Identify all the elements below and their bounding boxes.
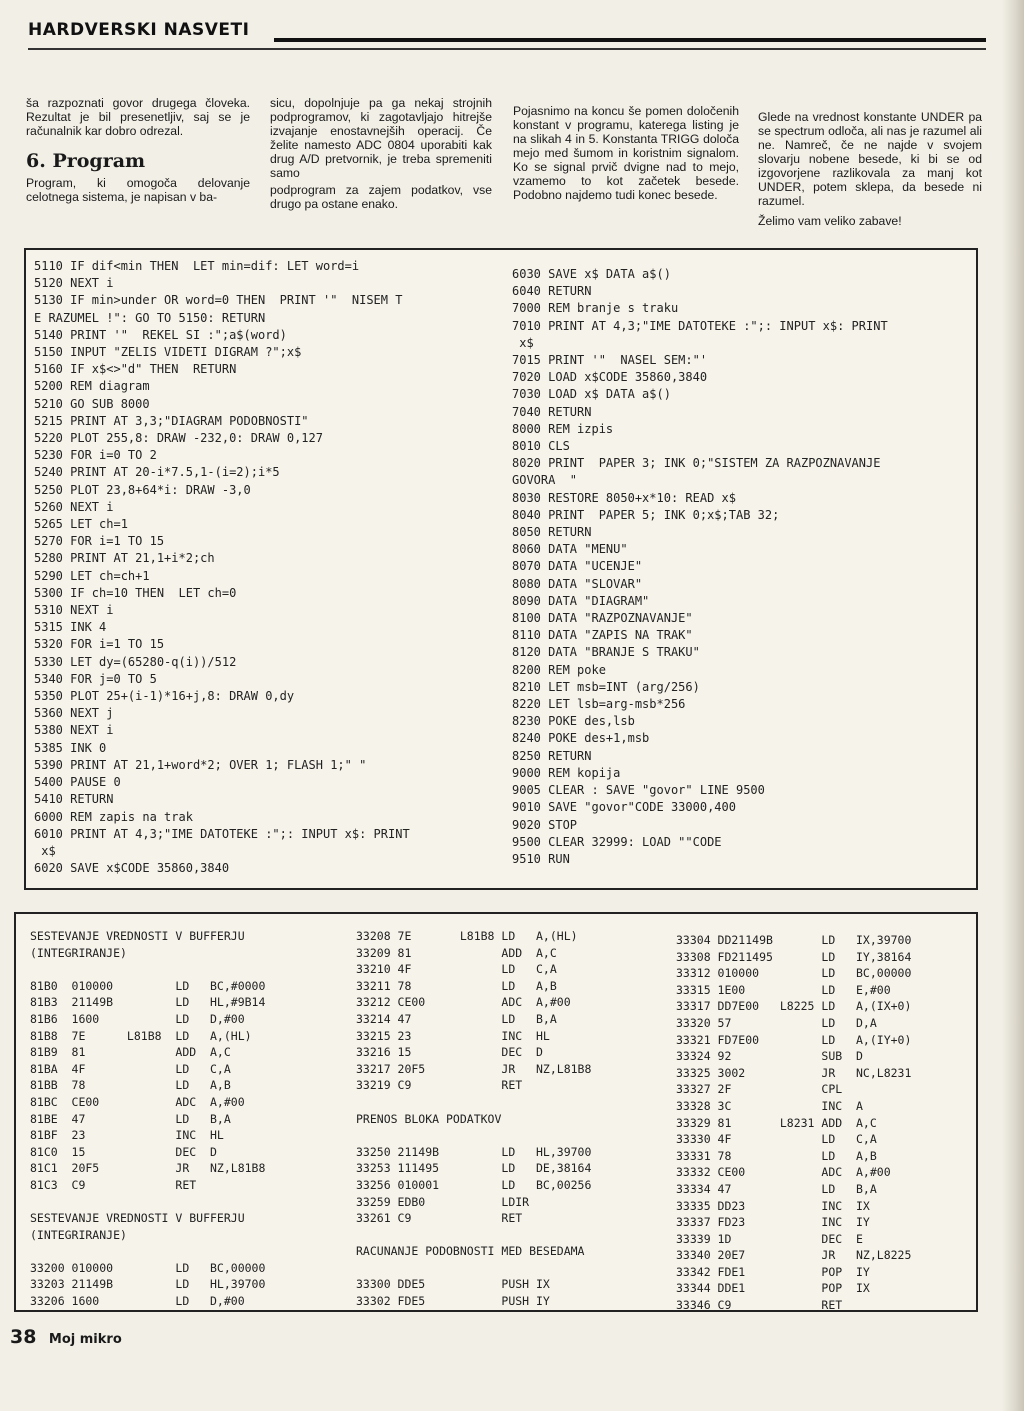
asm-line (356, 1260, 591, 1277)
code-line: 5350 PLOT 25+(i-1)*16+j,8: DRAW 0,dy (34, 689, 295, 704)
assembly-column-1 (30, 928, 265, 1310)
code-line: 8090 DATA "DIAGRAM" (512, 593, 650, 608)
asm-line: 33259 EDB0 LDIR (356, 1194, 530, 1209)
code-line: 5380 NEXT i (34, 723, 114, 738)
article-column-1 (26, 96, 250, 207)
code-line: 5160 IF x$<>"d" THEN RETURN (34, 362, 237, 377)
asm-line: 81B3 21149B LD HL,#9B14 (30, 995, 266, 1010)
paragraph: Program, ki omogoča delovanje celotnega sistema, je napisan v ba- (26, 176, 250, 204)
code-line: 5210 GO SUB 8000 (34, 396, 150, 411)
asm-line: 81B9 81 ADD A,C (30, 1045, 231, 1060)
asm-line: 33214 47 LD B,A (356, 1011, 557, 1026)
code-line: 9510 RUN (512, 851, 570, 866)
asm-line: 81C0 15 DEC D (30, 1144, 217, 1159)
section-heading: 6. Program (26, 150, 146, 172)
code-line: 5300 IF ch=10 THEN LET ch=0 (34, 585, 237, 600)
code-line: 8210 LET msb=INT (arg/256) (512, 679, 700, 694)
code-line: GOVORA " (512, 473, 578, 488)
page-number: 38 (10, 1326, 37, 1348)
asm-line: 33302 FDE5 PUSH IY (356, 1294, 550, 1309)
asm-line: 81BF 23 INC HL (30, 1128, 224, 1143)
code-line: 6030 SAVE x$ DATA a$() (512, 267, 671, 281)
page-fold-shadow (1002, 0, 1024, 1411)
asm-line: 33340 20E7 JR NZ,L8225 (676, 1248, 912, 1263)
article-column-3 (513, 104, 739, 205)
asm-line: 33346 C9 RET (676, 1298, 843, 1313)
asm-line (356, 1094, 591, 1111)
code-line: 5200 REM diagram (34, 379, 150, 394)
article-column-2 (270, 96, 492, 214)
asm-line: 33331 78 LD A,B (676, 1148, 877, 1163)
asm-line: 33308 FD211495 LD IY,38164 (676, 949, 912, 964)
code-line: x$ (512, 335, 534, 350)
asm-line: 81B0 010000 LD BC,#0000 (30, 978, 266, 993)
asm-line: 33342 FDE1 POP IY (676, 1264, 870, 1279)
magazine-name: Moj mikro (48, 1332, 122, 1347)
code-line: 8050 RETURN (512, 525, 592, 540)
code-line: 6020 SAVE x$CODE 35860,3840 (34, 861, 230, 876)
asm-line: 33217 20F5 JR NZ,L81B8 (356, 1061, 592, 1076)
asm-line: 33304 DD21149B LD IX,39700 (676, 933, 912, 947)
code-line: 8080 DATA "SLOVAR" (512, 576, 643, 591)
code-line: 5230 FOR i=0 TO 2 (34, 448, 157, 463)
code-line: 5315 INK 4 (34, 620, 107, 635)
asm-line: 81C3 C9 RET (30, 1177, 197, 1192)
asm-line: 81BA 4F LD C,A (30, 1061, 231, 1076)
code-line: 6040 RETURN (512, 284, 592, 299)
basic-listing-left (34, 258, 410, 877)
code-line: 8000 REM izpis (512, 421, 614, 436)
asm-line (30, 1243, 265, 1260)
code-line: 8230 POKE des,lsb (512, 714, 635, 729)
asm-line (356, 1127, 591, 1144)
asm-line (356, 1227, 591, 1244)
code-line: 5310 NEXT i (34, 603, 114, 618)
code-line: 5110 IF dif<min THEN LET min=dif: LET word=i (34, 259, 360, 273)
code-line: 5410 RETURN (34, 792, 114, 807)
code-line: 9500 CLEAR 32999: LOAD ""CODE (512, 834, 722, 849)
code-line: 7015 PRINT '" NASEL SEM:"' (512, 353, 708, 368)
asm-line: 33317 DD7E00 L8225 LD A,(IX+0) (676, 999, 912, 1014)
code-line: 5290 LET ch=ch+1 (34, 568, 150, 583)
section-header-title: HARDVERSKI NASVETI (28, 20, 250, 40)
asm-line: (INTEGRIRANJE) (30, 1227, 127, 1242)
basic-listing-right (512, 266, 888, 868)
code-line: 8240 POKE des+1,msb (512, 731, 650, 746)
code-line: 5150 INPUT "ZELIS VIDETI DIGRAM ?";x$ (34, 345, 302, 360)
code-line: 7030 LOAD x$ DATA a$() (512, 387, 671, 402)
asm-line: 81BB 78 LD A,B (30, 1078, 231, 1093)
asm-line: 33335 DD23 INC IX (676, 1198, 870, 1213)
asm-line: 81B6 1600 LD D,#00 (30, 1011, 245, 1026)
asm-line: 33300 DDE5 PUSH IX (356, 1277, 550, 1292)
code-line: x$ (34, 843, 56, 858)
paragraph: sicu, dopolnjuje pa ga nekaj strojnih podprogramov, ki zagotavljajo hitrejše izvajanje enostavnejših operacij. Če želite namesto ADC 0804 uporabiti kak drug A/D pretvornik, je treba spremeniti samo (270, 96, 492, 180)
asm-line: 33212 CE00 ADC A,#00 (356, 995, 571, 1010)
asm-line: 33321 FD7E00 LD A,(IY+0) (676, 1032, 912, 1047)
code-line: 5260 NEXT i (34, 499, 114, 514)
asm-line: 33215 23 INC HL (356, 1028, 550, 1043)
asm-line: 33328 3C INC A (676, 1098, 863, 1113)
code-line: 5385 INK 0 (34, 740, 107, 755)
asm-line: 33200 010000 LD BC,00000 (30, 1260, 266, 1275)
code-line: 5280 PRINT AT 21,1+i*2;ch (34, 551, 215, 566)
page-header (28, 20, 986, 60)
asm-line: (INTEGRIRANJE) (30, 945, 127, 960)
code-line: 5400 PAUSE 0 (34, 775, 121, 790)
code-line: 5340 FOR j=0 TO 5 (34, 671, 157, 686)
asm-line: 33324 92 SUB D (676, 1049, 863, 1064)
asm-line: 33203 21149B LD HL,39700 (30, 1277, 266, 1292)
asm-line: 33344 DDE1 POP IX (676, 1281, 870, 1296)
paragraph: ša razpoznati govor drugega človeka. Rezultat je bil presenetljiv, saj se je računalnik kar dobro odrezal. (26, 96, 250, 138)
asm-line: 81BE 47 LD B,A (30, 1111, 231, 1126)
code-line: E RAZUMEL !": GO TO 5150: RETURN (34, 310, 266, 325)
code-line: 8060 DATA "MENU" (512, 542, 628, 557)
code-line: 5120 NEXT i (34, 276, 114, 291)
code-line: 8220 LET lsb=arg-msb*256 (512, 697, 686, 712)
asm-line: 33325 3002 JR NC,L8231 (676, 1065, 912, 1080)
code-line: 9020 STOP (512, 817, 578, 832)
code-line: 6010 PRINT AT 4,3;"IME DATOTEKE :";: INPUT x$: PRINT (34, 826, 410, 841)
asm-line: 33330 4F LD C,A (676, 1132, 877, 1147)
code-line: 5220 PLOT 255,8: DRAW -232,0: DRAW 0,127 (34, 431, 323, 446)
asm-line: 33211 78 LD A,B (356, 978, 557, 993)
asm-line (30, 961, 265, 978)
asm-line: 33261 C9 RET (356, 1211, 523, 1226)
asm-line: 33329 81 L8231 ADD A,C (676, 1115, 877, 1130)
code-line: 9010 SAVE "govor"CODE 33000,400 (512, 800, 736, 815)
code-line: 8040 PRINT PAPER 5; INK 0;x$;TAB 32; (512, 507, 780, 522)
asm-line: 81C1 20F5 JR NZ,L81B8 (30, 1161, 266, 1176)
header-rule-thin (28, 48, 986, 50)
asm-line: 33219 C9 RET (356, 1078, 523, 1093)
assembly-column-2 (356, 928, 591, 1310)
asm-line: 33250 21149B LD HL,39700 (356, 1144, 592, 1159)
asm-line: 33327 2F CPL (676, 1082, 843, 1097)
code-line: 6000 REM zapis na trak (34, 809, 193, 824)
code-line: 5130 IF min>under OR word=0 THEN PRINT '" NISEM T (34, 293, 403, 308)
code-line: 5390 PRINT AT 21,1+word*2; OVER 1; FLASH 1;" " (34, 757, 367, 772)
asm-line: 33332 CE00 ADC A,#00 (676, 1165, 891, 1180)
asm-line: 81BC CE00 ADC A,#00 (30, 1094, 245, 1109)
paragraph-closing: Želimo vam veliko zabave! (758, 214, 902, 228)
article-column-4 (758, 110, 982, 231)
code-line: 7020 LOAD x$CODE 35860,3840 (512, 370, 708, 385)
asm-line: 33209 81 ADD A,C (356, 945, 557, 960)
paragraph: Pojasnimo na koncu še pomen določenih konstant v programu, katerega listing je na slikah 4 in 5. Konstanta TRIGG določa mejo med šumom in koristnim signalom. Ko se signal prvič dvigne nad to mejo, vzamemo to kot začetek besede. Podobno najdemo tudi konec besede. (513, 104, 739, 202)
code-line: 8070 DATA "UCENJE" (512, 559, 643, 574)
code-line: 5320 FOR i=1 TO 15 (34, 637, 165, 652)
code-line: 9000 REM kopija (512, 765, 621, 780)
code-line: 8010 CLS (512, 439, 570, 454)
code-line: 8120 DATA "BRANJE S TRAKU" (512, 645, 700, 660)
code-line: 8100 DATA "RAZPOZNAVANJE" (512, 611, 693, 626)
asm-line: 33206 1600 LD D,#00 (30, 1294, 245, 1309)
code-line: 8200 REM poke (512, 662, 606, 677)
asm-line: PRENOS BLOKA PODATKOV (356, 1111, 502, 1126)
code-line: 8020 PRINT PAPER 3; INK 0;"SISTEM ZA RAZPOZNAVANJE (512, 456, 881, 471)
asm-line: 33253 111495 LD DE,38164 (356, 1161, 592, 1176)
asm-line: 33210 4F LD C,A (356, 962, 557, 977)
code-line: 9005 CLEAR : SAVE "govor" LINE 9500 (512, 783, 765, 798)
asm-line: 33216 15 DEC D (356, 1045, 543, 1060)
code-line: 5240 PRINT AT 20-i*7.5,1-(i=2);i*5 (34, 465, 280, 480)
asm-line (30, 1194, 265, 1211)
page-footer (10, 1326, 122, 1348)
code-line: 5330 LET dy=(65280-q(i))/512 (34, 654, 237, 669)
code-line: 7010 PRINT AT 4,3;"IME DATOTEKE :";: INPUT x$: PRINT (512, 318, 888, 333)
asm-line: 33315 1E00 LD E,#00 (676, 982, 891, 997)
code-line: 5360 NEXT j (34, 706, 114, 721)
asm-line: 81B8 7E L81B8 LD A,(HL) (30, 1028, 252, 1043)
asm-line: 33320 57 LD D,A (676, 1015, 877, 1030)
code-line: 5265 LET ch=1 (34, 517, 128, 532)
code-line: 5270 FOR i=1 TO 15 (34, 534, 165, 549)
asm-line: SESTEVANJE VREDNOSTI V BUFFERJU (30, 1211, 245, 1226)
asm-line: 33337 FD23 INC IY (676, 1215, 870, 1230)
header-rule (274, 38, 986, 42)
asm-line: 33256 010001 LD BC,00256 (356, 1177, 592, 1192)
asm-line: 33339 1D DEC E (676, 1231, 863, 1246)
code-line: 8110 DATA "ZAPIS NA TRAK" (512, 628, 693, 643)
paragraph: Glede na vrednost konstante UNDER pa se spectrum odloča, ali nas je razumel ali ne. Namreč, če ne najde v svojem slovarju nobene besede, ki bi se od izgovorjene razlikovala za manj kot UNDER, potem sklepa, da besede ni razumel. (758, 110, 982, 208)
code-line: 7000 REM branje s traku (512, 301, 679, 316)
assembly-column-3 (676, 932, 911, 1314)
code-line: 5250 PLOT 23,8+64*i: DRAW -3,0 (34, 482, 251, 497)
asm-line: 33312 010000 LD BC,00000 (676, 966, 912, 981)
code-line: 7040 RETURN (512, 404, 592, 419)
code-line: 8030 RESTORE 8050+x*10: READ x$ (512, 490, 736, 505)
asm-line: RACUNANJE PODOBNOSTI MED BESEDAMA (356, 1244, 585, 1259)
asm-line: SESTEVANJE VREDNOSTI V BUFFERJU (30, 929, 245, 943)
code-line: 8250 RETURN (512, 748, 592, 763)
code-line: 5140 PRINT '" REKEL SI :";a$(word) (34, 327, 287, 342)
asm-line: 33334 47 LD B,A (676, 1181, 877, 1196)
paragraph: podprogram za zajem podatkov, vse drugo pa ostane enako. (270, 183, 492, 211)
asm-line: 33208 7E L81B8 LD A,(HL) (356, 929, 578, 943)
code-line: 5215 PRINT AT 3,3;"DIAGRAM PODOBNOSTI" (34, 413, 309, 428)
